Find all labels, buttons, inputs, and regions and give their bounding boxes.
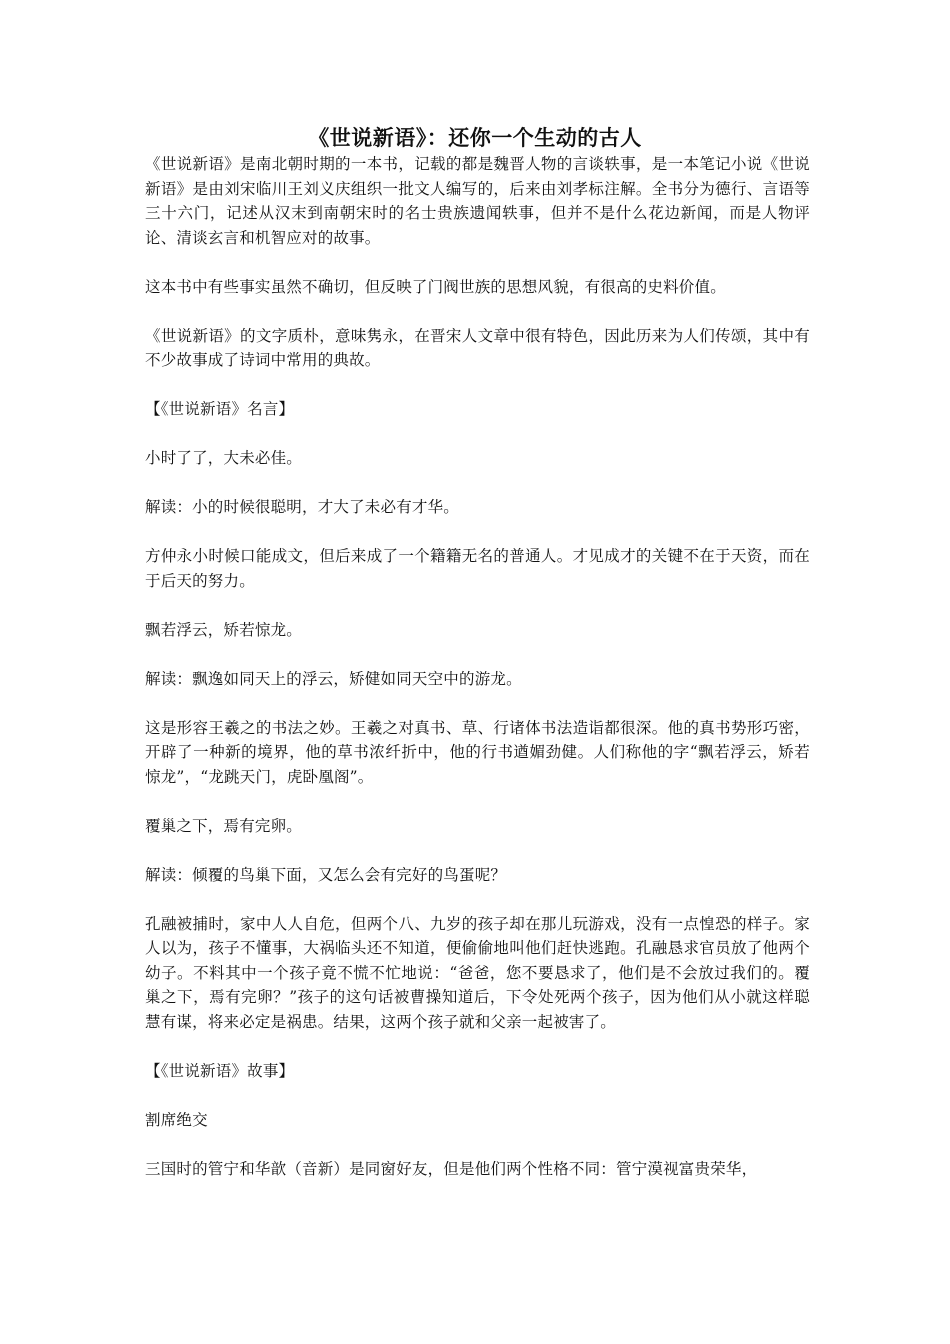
paragraph-intro: 《世说新语》是南北朝时期的一本书，记载的都是魏晋人物的言谈轶事，是一本笔记小说《世说新语》是由刘宋临川王刘义庆组织一批文人编写的，后来由刘孝标注解。全书分为德行、言语等三十六门，记述从汉末到南朝宋时的名士贵族遗闻轶事，但并不是什么花边新闻，而是人物评论、清谈玄言和机智应对的故事。	[145, 155, 810, 247]
quote-3-explanation: 解读：倾覆的鸟巢下面，又怎么会有完好的鸟蛋呢？	[145, 865, 507, 884]
section-heading-quotes: 【《世说新语》名言】	[145, 400, 295, 418]
quote-2-explanation: 解读：飘逸如同天上的浮云，矫健如同天空中的游龙。	[145, 669, 522, 688]
paragraph-style: 《世说新语》的文字质朴，意味隽永，在晋宋人文章中很有特色，因此历来为人们传颂，其中有不少故事成了诗词中常用的典故。	[145, 326, 810, 369]
quote-1-explanation: 解读：小的时候很聪明，才大了未必有才华。	[145, 498, 460, 516]
paragraph-historical-value: 这本书中有些事实虽然不确切，但反映了门阀世族的思想风貌，有很高的史料价值。	[145, 277, 726, 296]
quote-3: 覆巢之下，焉有完卵。	[145, 816, 303, 835]
document-title: 《世说新语》：还你一个生动的古人	[308, 126, 642, 150]
quote-2: 飘若浮云，矫若惊龙。	[145, 620, 303, 639]
story-text: 三国时的管宁和华歆（音新）是同窗好友，但是他们两个性格不同：管宁漠视富贵荣华，	[145, 1159, 758, 1178]
quote-3-story: 孔融被捕时，家中人人自危，但两个八、九岁的孩子却在那儿玩游戏，没有一点惶恐的样子。家人以为，孩子不懂事，大祸临头还不知道，便偷偷地叫他们赶快逃跑。孔融恳求官员放了他两个幼子。不料其中一个孩子竟不慌不忙地说：“爸爸，您不要恳求了，他们是不会放过我们的。覆巢之下，焉有完卵？”孩子的这句话被曹操知道后，下令处死两个孩子，因为他们从小就这样聪慧有谋，将来必定是祸患。结果，这两个孩子就和父亲一起被害了。	[145, 914, 810, 1031]
quote-1-story: 方仲永小时候口能成文，但后来成了一个籍籍无名的普通人。才见成才的关键不在于天资，而在于后天的努力。	[145, 547, 810, 590]
section-heading-stories: 【《世说新语》故事】	[145, 1061, 295, 1080]
quote-2-story: 这是形容王羲之的书法之妙。王羲之对真书、草、行诸体书法造诣都很深。他的真书势形巧密，开辟了一种新的境界，他的草书浓纤折中，他的行书遒媚劲健。人们称他的字“飘若浮云，矫若惊龙”，“龙跳天门，虎卧凰阁”。	[145, 718, 810, 786]
story-title: 割席绝交	[145, 1110, 208, 1129]
quote-1: 小时了了，大未必佳。	[145, 449, 303, 467]
document-body	[145, 152, 810, 1206]
